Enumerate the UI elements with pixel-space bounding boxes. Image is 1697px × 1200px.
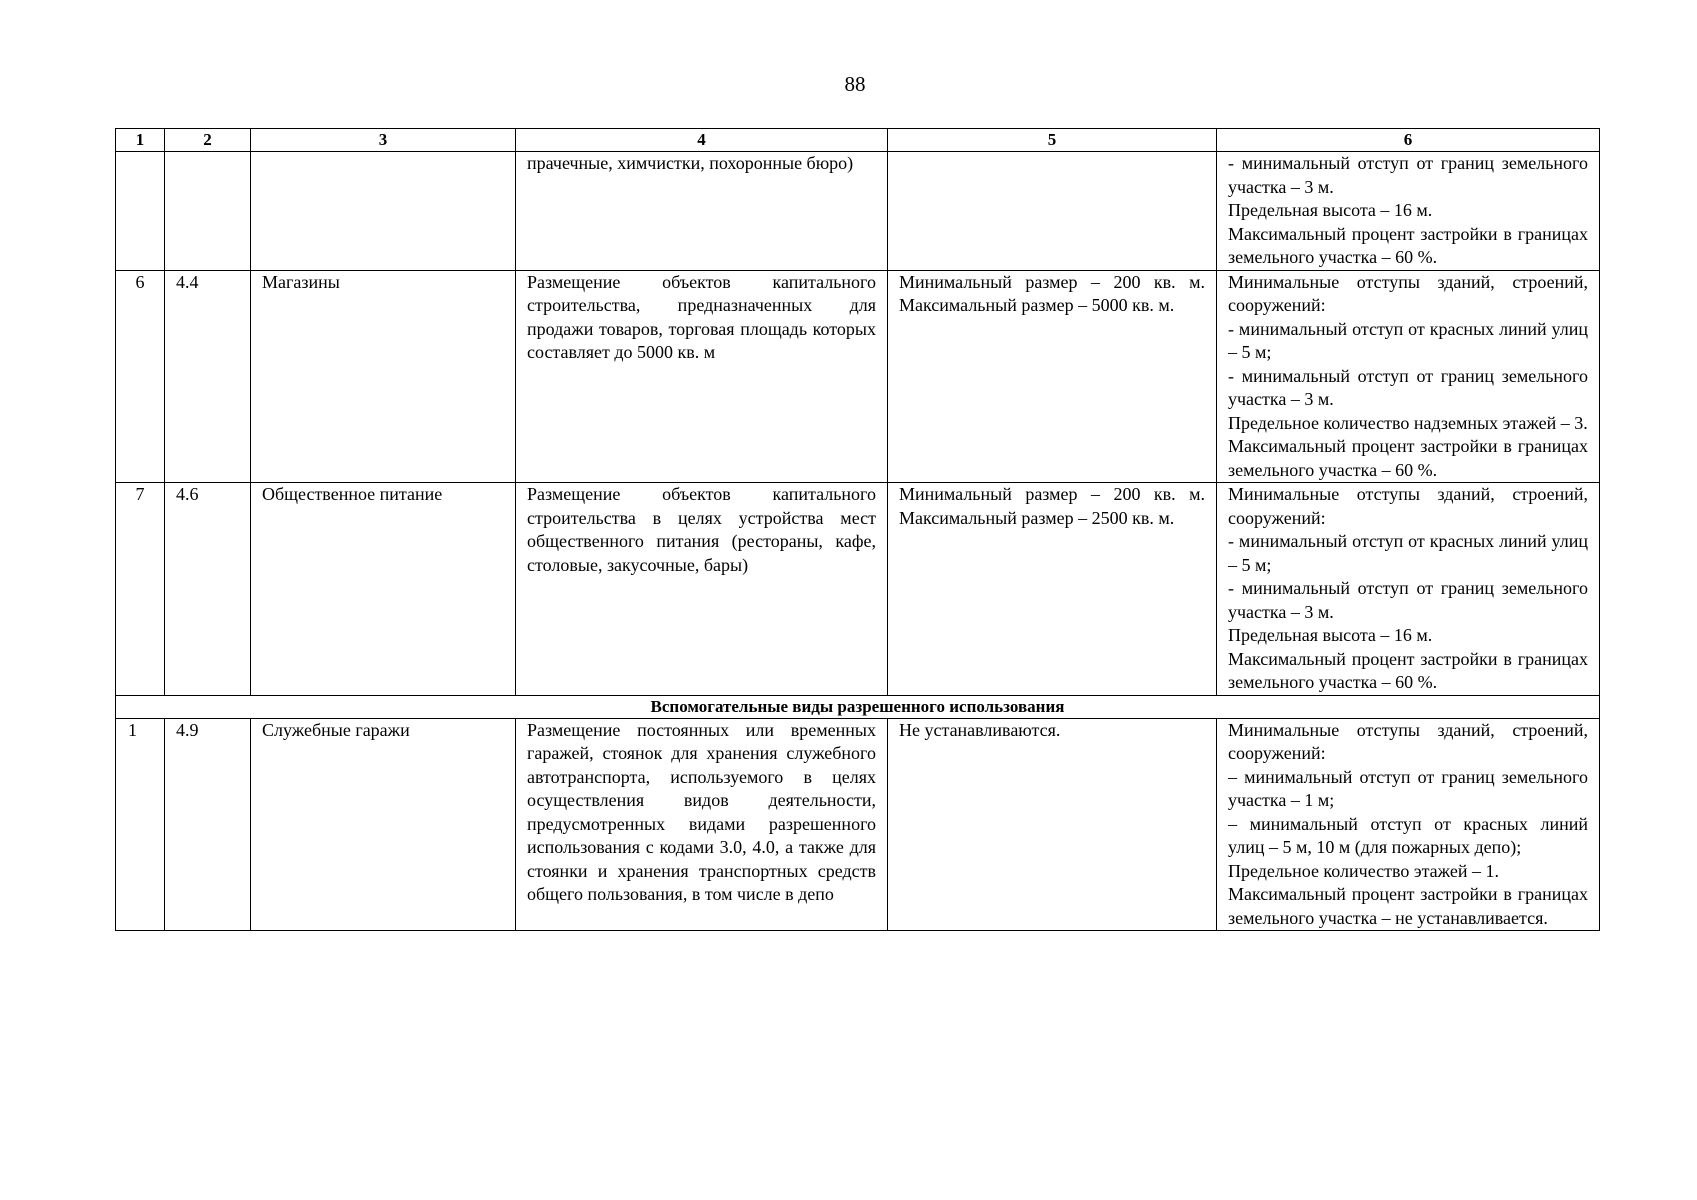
parameter-line: Предельное количество надземных этажей – 3. <box>1228 412 1588 433</box>
use-description: Размещение постоянных или временных гаражей, стоянок для хранения служебного автотранспорта, используемого в целях осуществления видов деятельности, предусмотренных видами разрешенного использования с кодами 3.0, 4.0, а также для стоянки и хранения транспортных средств общего пользования, в том числе в депо <box>516 718 888 931</box>
parameter-line: Минимальные отступы зданий, строений, сооружений: <box>1228 484 1588 528</box>
column-header: 2 <box>165 129 251 152</box>
use-name: Служебные гаражи <box>251 718 516 931</box>
parameter-line: - минимальный отступ от красных линий улиц – 5 м; <box>1228 531 1588 575</box>
building-parameters <box>1217 718 1600 931</box>
column-header: 3 <box>251 129 516 152</box>
table-row <box>116 718 1600 931</box>
column-header: 4 <box>516 129 888 152</box>
parameter-line: Максимальный процент застройки в границах земельного участка – 60 %. <box>1228 436 1588 480</box>
table-row <box>116 483 1600 696</box>
use-code <box>165 152 251 271</box>
column-header: 1 <box>116 129 165 152</box>
row-number: 1 <box>116 718 165 931</box>
section-title: Вспомогательные виды разрешенного использования <box>116 695 1600 718</box>
use-description: Размещение объектов капитального строительства в целях устройства мест общественного питания (рестораны, кафе, столовые, закусочные, бары) <box>516 483 888 696</box>
column-header: 5 <box>888 129 1217 152</box>
plot-size: Минимальный размер – 200 кв. м. Максимальный размер – 2500 кв. м. <box>888 483 1217 696</box>
parameter-line: Максимальный процент застройки в границах земельного участка – не устанавливается. <box>1228 884 1588 928</box>
parameter-line: Предельная высота – 16 м. <box>1228 200 1433 220</box>
section-header-row <box>116 695 1600 718</box>
plot-size <box>888 152 1217 271</box>
parameter-line: Минимальные отступы зданий, строений, сооружений: <box>1228 719 1588 763</box>
parameter-line: – минимальный отступ от границ земельного участка – 1 м; <box>1228 766 1588 810</box>
row-number: 6 <box>116 270 165 483</box>
parameter-line: – минимальный отступ от красных линий улиц – 5 м, 10 м (для пожарных депо); <box>1228 813 1588 857</box>
table-header-row <box>116 129 1600 152</box>
parameter-line: Максимальный процент застройки в границах земельного участка – 60 %. <box>1228 648 1588 692</box>
plot-size: Минимальный размер – 200 кв. м. Максимальный размер – 5000 кв. м. <box>888 270 1217 483</box>
use-name <box>251 152 516 271</box>
parameter-line: Предельное количество этажей – 1. <box>1228 860 1499 881</box>
parameter-line: - минимальный отступ от границ земельного участка – 3 м. <box>1228 365 1588 409</box>
parameter-line: Минимальные отступы зданий, строений, сооружений: <box>1228 271 1588 315</box>
parameter-line: Предельная высота – 16 м. <box>1228 625 1433 645</box>
use-name: Общественное питание <box>251 483 516 696</box>
building-parameters <box>1217 483 1600 696</box>
row-number <box>116 152 165 271</box>
page-number: 88 <box>844 72 866 96</box>
parameter-line: - минимальный отступ от границ земельного участка – 3 м. <box>1228 153 1588 197</box>
column-header: 6 <box>1217 129 1600 152</box>
regulations-table <box>115 128 1600 931</box>
use-code: 4.6 <box>165 483 251 696</box>
use-description: Размещение объектов капитального строительства, предназначенных для продажи товаров, торговая площадь которых составляет до 5000 кв. м <box>516 270 888 483</box>
building-parameters <box>1217 270 1600 483</box>
parameter-line: - минимальный отступ от границ земельного участка – 3 м. <box>1228 578 1588 622</box>
row-number: 7 <box>116 483 165 696</box>
use-code: 4.9 <box>165 718 251 931</box>
parameter-line: - минимальный отступ от красных линий улиц – 5 м; <box>1228 318 1588 362</box>
use-code: 4.4 <box>165 270 251 483</box>
use-name: Магазины <box>251 270 516 483</box>
parameter-line: Максимальный процент застройки в границах земельного участка – 60 %. <box>1228 223 1588 267</box>
use-description: прачечные, химчистки, похоронные бюро) <box>516 152 888 271</box>
table-row <box>116 152 1600 271</box>
table-row <box>116 270 1600 483</box>
plot-size: Не устанавливаются. <box>888 718 1217 931</box>
building-parameters <box>1217 152 1600 271</box>
